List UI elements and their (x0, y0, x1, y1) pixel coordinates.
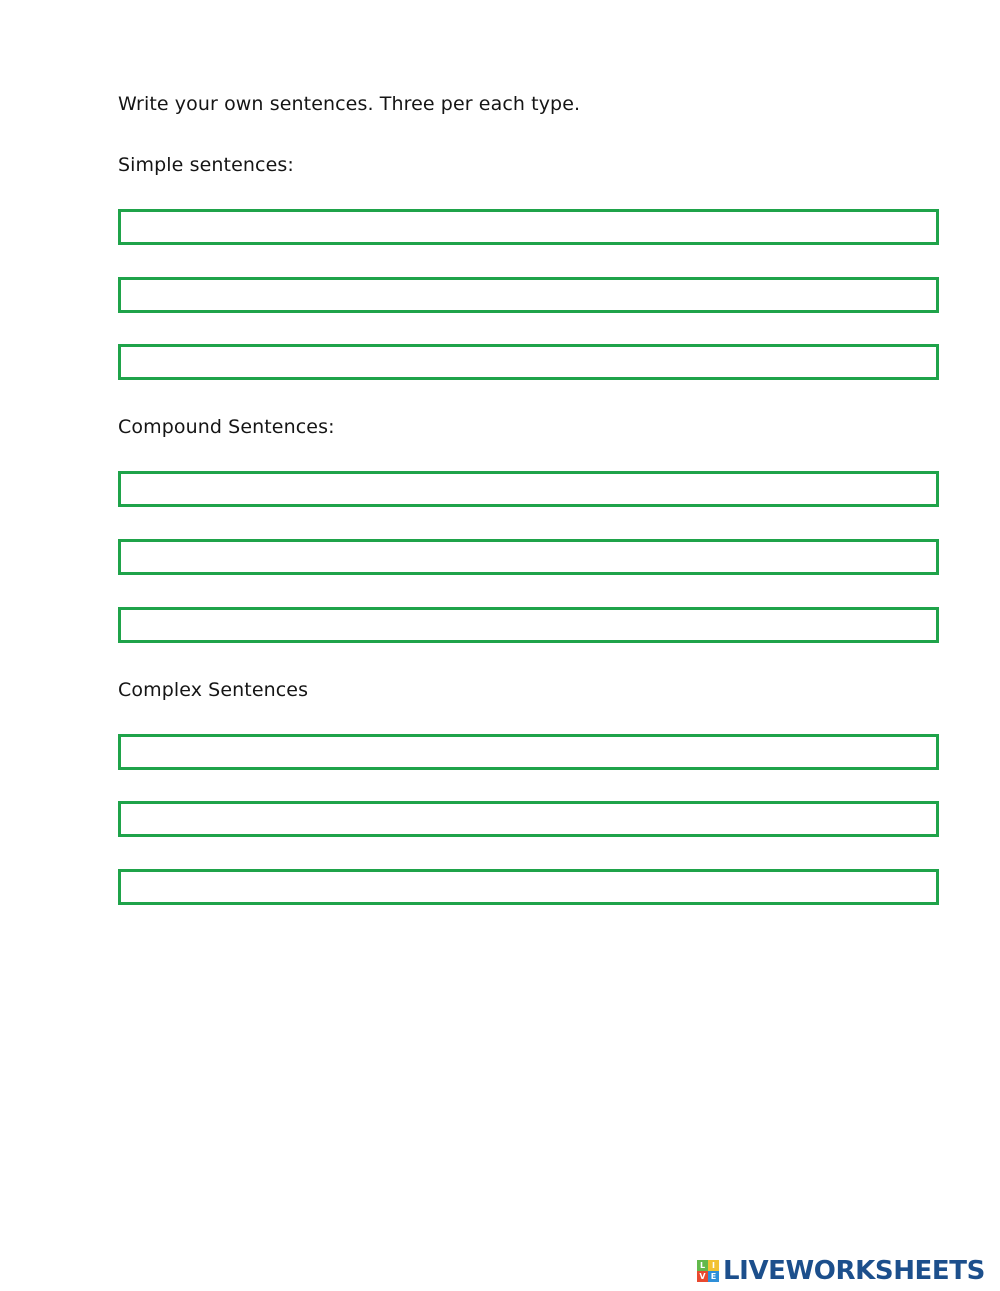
instruction-text: Write your own sentences. Three per each type. (118, 93, 581, 115)
liveworksheets-wordmark: LIVEWORKSHEETS (723, 1256, 985, 1286)
compound-sentence-3-input[interactable] (121, 610, 936, 640)
compound-sentence-3-box[interactable] (118, 607, 939, 643)
simple-sentence-1-box[interactable] (118, 209, 939, 245)
compound-sentences-heading: Compound Sentences: (118, 416, 335, 438)
logo-letter-l: L (697, 1260, 708, 1271)
complex-sentence-1-input[interactable] (121, 737, 936, 767)
compound-sentence-2-input[interactable] (121, 542, 936, 572)
liveworksheets-logo (697, 1256, 985, 1286)
simple-sentence-3-box[interactable] (118, 344, 939, 380)
logo-letter-i: I (708, 1260, 719, 1271)
simple-sentence-1-input[interactable] (121, 212, 936, 242)
complex-sentence-2-input[interactable] (121, 804, 936, 834)
liveworksheets-logo-mark (697, 1260, 719, 1282)
complex-sentences-heading: Complex Sentences (118, 679, 309, 701)
simple-sentences-heading: Simple sentences: (118, 154, 294, 176)
complex-sentence-2-box[interactable] (118, 801, 939, 837)
compound-sentence-1-input[interactable] (121, 474, 936, 504)
simple-sentence-3-input[interactable] (121, 347, 936, 377)
complex-sentence-3-box[interactable] (118, 869, 939, 905)
compound-sentence-2-box[interactable] (118, 539, 939, 575)
complex-sentence-3-input[interactable] (121, 872, 936, 902)
simple-sentence-2-input[interactable] (121, 280, 936, 310)
simple-sentence-2-box[interactable] (118, 277, 939, 313)
logo-letter-v: V (697, 1271, 708, 1282)
logo-letter-e: E (708, 1271, 719, 1282)
compound-sentence-1-box[interactable] (118, 471, 939, 507)
complex-sentence-1-box[interactable] (118, 734, 939, 770)
